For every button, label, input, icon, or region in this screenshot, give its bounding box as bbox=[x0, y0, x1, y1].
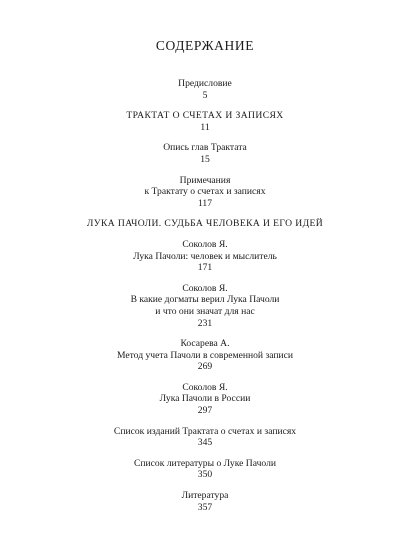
toc-page-number: 117 bbox=[197, 197, 213, 209]
toc-entry bbox=[0, 175, 410, 210]
toc-entry-text: Косарева А. bbox=[180, 338, 230, 350]
toc-entry-text: В какие догматы верил Лука Пачоли bbox=[130, 294, 280, 306]
toc-page-number: 350 bbox=[197, 469, 213, 481]
toc-page-number: 269 bbox=[197, 361, 213, 373]
toc-entry-text: Предисловие bbox=[178, 78, 232, 89]
toc-page-number: 11 bbox=[200, 121, 210, 133]
toc-entry-text: Список изданий Трактата о счетах и записях bbox=[113, 425, 297, 437]
toc-entry-text: ЛУКА ПАЧОЛИ. СУДЬБА ЧЕЛОВЕКА И ЕГО ИДЕЙ bbox=[86, 218, 324, 230]
toc-entry-text: Примечания bbox=[179, 174, 231, 186]
toc-page-number: 231 bbox=[197, 317, 213, 329]
toc-entry-text: Список литературы о Луке Пачоли bbox=[133, 457, 277, 469]
toc-entry bbox=[0, 490, 410, 513]
toc-page-number: 297 bbox=[197, 405, 213, 417]
toc-entry bbox=[0, 78, 410, 101]
toc-entry bbox=[0, 338, 410, 373]
toc-entry-text: Литература bbox=[181, 490, 229, 502]
toc-page-number: 15 bbox=[200, 153, 210, 165]
toc-page-number: 345 bbox=[197, 437, 213, 449]
toc-entry-text: и что они значат для нас bbox=[155, 305, 255, 317]
toc-entry-text: Соколов Я. bbox=[182, 381, 228, 393]
toc-entry bbox=[0, 382, 410, 417]
toc-entry-text: Метод учета Пачоли в современной записи bbox=[116, 349, 294, 361]
toc-entry-text: Опись глав Трактата bbox=[163, 142, 247, 154]
toc-entry bbox=[0, 218, 410, 230]
toc-page-number: 357 bbox=[197, 501, 213, 513]
toc-entry bbox=[0, 110, 410, 133]
toc-entry bbox=[0, 142, 410, 165]
toc-page-number: 5 bbox=[202, 89, 208, 101]
toc-entry bbox=[0, 283, 410, 329]
toc-entry-text: к Трактату о счетах и записях bbox=[144, 186, 266, 198]
toc-entry bbox=[0, 458, 410, 481]
toc-entry-text: Соколов Я. bbox=[182, 282, 228, 294]
toc-title: СОДЕРЖАНИЕ bbox=[155, 38, 255, 53]
toc-entry-text: ТРАКТАТ О СЧЕТАХ И ЗАПИСЯХ bbox=[126, 110, 284, 122]
toc-entry bbox=[0, 426, 410, 449]
toc-entry-text: Соколов Я. bbox=[182, 238, 228, 250]
toc-entry-text: Лука Пачоли: человек и мыслитель bbox=[133, 250, 277, 262]
toc-entry-text: Лука Пачоли в России bbox=[159, 393, 251, 405]
toc-page-number: 171 bbox=[197, 262, 213, 274]
toc-entries bbox=[0, 78, 410, 513]
toc-entry bbox=[0, 239, 410, 274]
